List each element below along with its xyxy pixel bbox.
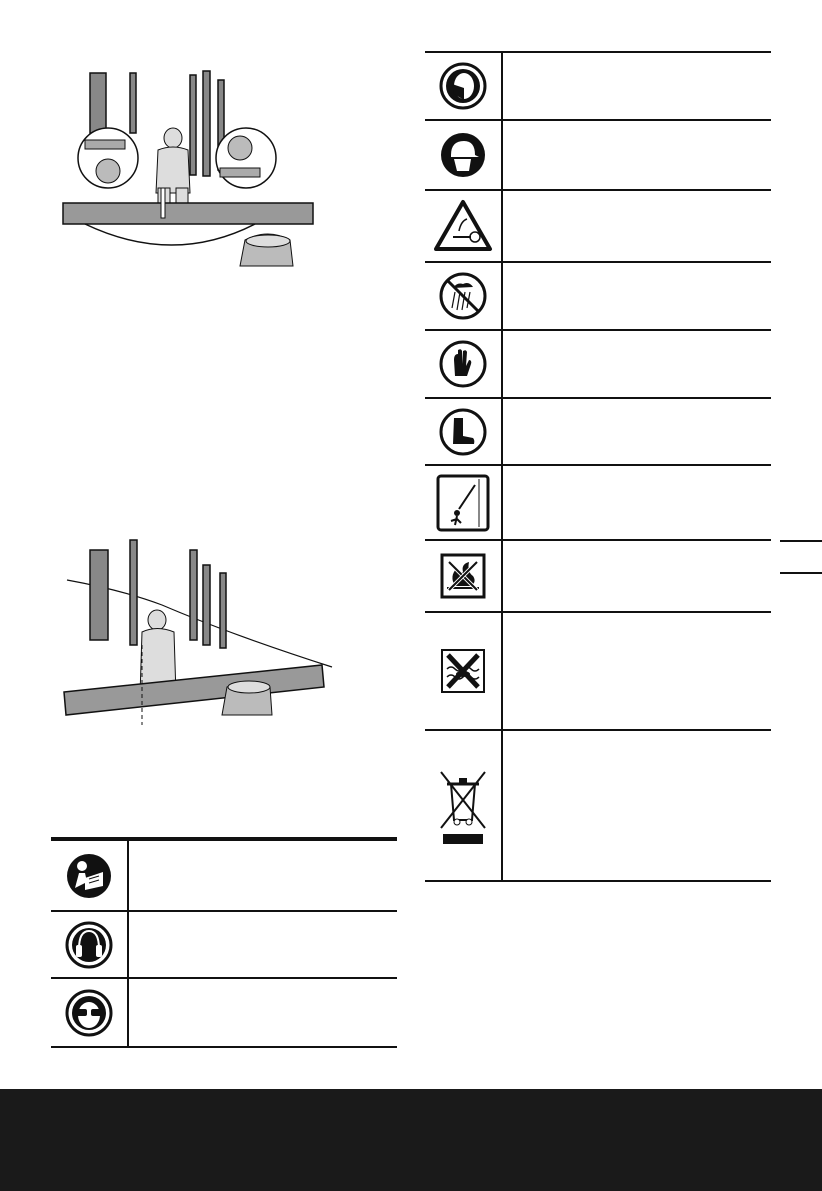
symbol-text [503,399,771,464]
no-burning-icon [425,541,503,611]
symbol-row-head-protection [425,121,771,191]
left-symbol-table [51,837,397,1048]
symbol-row-ear-protection [51,912,397,979]
face-mask-icon [425,53,503,119]
gloves-icon [425,331,503,397]
symbol-text [503,466,771,539]
symbol-row-weee-bin [425,731,771,882]
symbol-text [503,53,771,119]
symbol-text [129,912,397,977]
bucking-log-on-slope-illustration [62,535,337,725]
symbol-row-gloves [425,331,771,399]
read-manual-icon [51,841,129,910]
eye-protection-icon [51,979,129,1046]
symbol-row-eye-protection [51,979,397,1048]
symbol-text [129,979,397,1046]
ear-protection-icon [51,912,129,977]
symbol-row-face-mask [425,53,771,121]
symbol-text [129,841,397,910]
symbol-text [503,121,771,189]
safety-boots-icon [425,399,503,464]
symbol-text [503,613,771,729]
symbol-row-falling-objects [425,466,771,541]
symbol-row-no-burning [425,541,771,613]
side-tab-marker-top [780,540,822,542]
right-symbol-table [425,51,771,882]
symbol-text [503,263,771,329]
no-water-disposal-icon [425,613,503,729]
symbol-row-no-water-disposal [425,613,771,731]
footer-band [0,1089,822,1191]
symbol-row-no-rain [425,263,771,331]
symbol-text [503,541,771,611]
kickback-warning-icon [425,191,503,261]
symbol-row-kickback-warning [425,191,771,263]
symbol-text [503,191,771,261]
weee-bin-icon [425,731,503,880]
no-rain-icon [425,263,503,329]
symbol-row-safety-boots [425,399,771,466]
felling-log-on-ground-illustration [55,68,320,273]
falling-objects-icon [425,466,503,539]
head-protection-icon [425,121,503,189]
symbol-text [503,731,771,880]
side-tab-marker-bottom [780,572,822,574]
symbol-text [503,331,771,397]
symbol-row-read-manual [51,841,397,912]
